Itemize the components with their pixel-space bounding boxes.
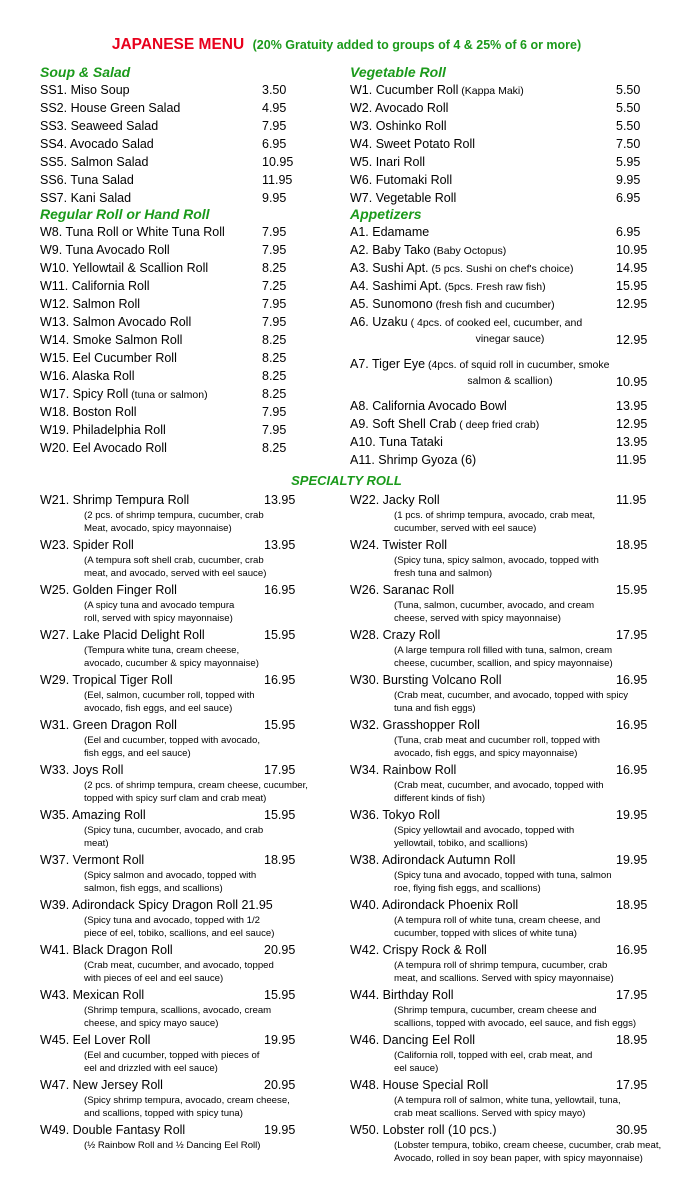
- specialty-item-desc: avocado, cucumber & spicy mayonnaise): [84, 657, 259, 669]
- specialty-item-price: 20.95: [264, 1078, 296, 1092]
- specialty-item-name: W39. Adirondack Spicy Dragon Roll 21.95: [40, 898, 273, 912]
- specialty-item-desc: (Spicy tuna and avocado, topped with 1/2: [84, 915, 261, 926]
- menu-item-desc: vinegar sauce): [475, 333, 545, 345]
- specialty-item-name: W23. Spider Roll: [40, 538, 134, 552]
- menu-item-name: W8. Tuna Roll or White Tuna Roll: [40, 225, 225, 239]
- specialty-item-line: [40, 763, 360, 780]
- specialty-item-line: [350, 898, 670, 915]
- specialty-item-desc: (Crab meat, cucumber, and avocado, topped with spicy: [394, 690, 629, 701]
- gratuity-note: (20% Gratuity added to groups of 4 & 25% of 6 or more): [252, 38, 582, 52]
- menu-item-name: A7. Tiger Eye (4pcs. of squid roll in cucumber, smoke: [350, 357, 610, 371]
- menu-item-price: 5.50: [616, 119, 641, 133]
- specialty-item-desc: (Spicy tuna, spicy salmon, avocado, topped with: [394, 555, 599, 566]
- menu-item-name: SS4. Avocado Salad: [40, 137, 154, 151]
- specialty-item-desc: yellowtail, tobiko, and scallions): [394, 837, 528, 849]
- menu-item-price: 7.95: [262, 423, 287, 437]
- specialty-item: [40, 808, 360, 853]
- menu-item-price: 7.95: [262, 119, 287, 133]
- specialty-item-price: 19.95: [616, 853, 648, 867]
- specialty-item-desc: Avocado, rolled in soy bean paper, with spicy mayonnaise): [394, 1152, 643, 1164]
- specialty-item-name: W29. Tropical Tiger Roll: [40, 673, 173, 687]
- specialty-item-desc: (Spicy shrimp tempura, avocado, cream cheese,: [84, 1095, 290, 1106]
- specialty-item-line: [350, 853, 670, 870]
- specialty-item: [350, 853, 670, 898]
- specialty-item-price: 17.95: [616, 628, 648, 642]
- specialty-item-name: W36. Tokyo Roll: [350, 808, 441, 822]
- specialty-item-desc: (Crab meat, cucumber, and avocado, topped: [84, 960, 274, 971]
- menu-item-price: 5.50: [616, 101, 641, 115]
- specialty-item-desc: (Spicy yellowtail and avocado, topped with: [394, 825, 575, 836]
- menu-item-name: A3. Sushi Apt. (5 pcs. Sushi on chef's choice): [350, 261, 574, 275]
- specialty-item-price: 16.95: [264, 673, 296, 687]
- menu-item-name: A6. Uzaku ( 4pcs. of cooked eel, cucumber, and: [350, 315, 583, 329]
- menu-item-price: 5.95: [616, 155, 641, 169]
- specialty-item-desc: (Tempura white tuna, cream cheese,: [84, 645, 240, 656]
- specialty-item-line: [40, 538, 360, 555]
- specialty-item-desc: (Eel, salmon, cucumber roll, topped with: [84, 690, 255, 701]
- menu-item-name: SS3. Seaweed Salad: [40, 119, 159, 133]
- menu-item-name: W4. Sweet Potato Roll: [350, 137, 476, 151]
- menu-item-price: 15.95: [616, 279, 648, 293]
- menu-item-note: (5pcs. Fresh raw fish): [441, 281, 546, 293]
- specialty-item-name: W34. Rainbow Roll: [350, 763, 457, 777]
- specialty-item-price: 16.95: [616, 763, 648, 777]
- menu-item-price: 8.25: [262, 369, 287, 383]
- specialty-item-desc: fresh tuna and salmon): [394, 567, 493, 579]
- specialty-item-price: 19.95: [616, 808, 648, 822]
- specialty-item-name: W37. Vermont Roll: [40, 853, 145, 867]
- menu-item-name: W12. Salmon Roll: [40, 297, 141, 311]
- specialty-item-desc: with pieces of eel and eel sauce): [84, 972, 224, 984]
- menu-item-name: W7. Vegetable Roll: [350, 191, 457, 205]
- menu-item-price: 14.95: [616, 261, 648, 275]
- menu-item-name: W6. Futomaki Roll: [350, 173, 453, 187]
- specialty-item-price: 15.95: [616, 583, 648, 597]
- menu-item-name: W15. Eel Cucumber Roll: [40, 351, 177, 365]
- specialty-item-desc: (Tuna, crab meat and cucumber roll, topped with: [394, 735, 601, 746]
- specialty-item: [350, 628, 670, 673]
- specialty-item-price: 30.95: [616, 1123, 648, 1137]
- specialty-item-desc: crab meat scallions. Served with spicy mayo): [394, 1107, 586, 1119]
- menu-item-note: (4pcs. of squid roll in cucumber, smoke: [425, 359, 610, 371]
- specialty-item-line: [40, 1033, 360, 1050]
- menu-item-name: SS1. Miso Soup: [40, 83, 130, 97]
- menu-item-note: (fresh fish and cucumber): [432, 299, 555, 311]
- specialty-item-name: W25. Golden Finger Roll: [40, 583, 177, 597]
- menu-item-name: A5. Sunomono (fresh fish and cucumber): [350, 297, 555, 311]
- specialty-item: [350, 583, 670, 628]
- specialty-item-name: W50. Lobster roll (10 pcs.): [350, 1123, 497, 1137]
- specialty-item: [40, 1033, 360, 1078]
- menu-item-name: W2. Avocado Roll: [350, 101, 449, 115]
- specialty-item-line: [350, 673, 670, 690]
- specialty-item-name: W27. Lake Placid Delight Roll: [40, 628, 205, 642]
- menu-item-name: SS6. Tuna Salad: [40, 173, 134, 187]
- specialty-item-desc: meat, and scallions. Served with spicy mayonnaise): [394, 972, 614, 984]
- specialty-item-price: 18.95: [616, 538, 648, 552]
- specialty-item-desc: (A spicy tuna and avocado tempura: [84, 600, 235, 611]
- menu-item-note: (5 pcs. Sushi on chef's choice): [428, 263, 574, 275]
- specialty-item-price: 15.95: [264, 718, 296, 732]
- specialty-item: [40, 898, 360, 943]
- menu-item-name: A9. Soft Shell Crab ( deep fried crab): [350, 417, 540, 431]
- specialty-item-line: [40, 673, 360, 690]
- specialty-item: [40, 493, 360, 538]
- menu-item-price: 7.95: [262, 243, 287, 257]
- menu-item-price: 11.95: [616, 453, 647, 467]
- specialty-item: [40, 1123, 360, 1168]
- menu-item-price: 10.95: [616, 375, 648, 389]
- specialty-item-desc: (Shrimp tempura, scallions, avocado, cream: [84, 1005, 272, 1016]
- specialty-item-line: [40, 808, 360, 825]
- specialty-item-line: [350, 1033, 670, 1050]
- specialty-item-desc: meat): [84, 837, 109, 849]
- specialty-item-line: [350, 583, 670, 600]
- specialty-item-desc: cheese, and spicy mayo sauce): [84, 1017, 219, 1029]
- specialty-item-price: 17.95: [616, 1078, 648, 1092]
- menu-item-name: W1. Cucumber Roll (Kappa Maki): [350, 83, 524, 97]
- menu-item-name: SS5. Salmon Salad: [40, 155, 149, 169]
- specialty-item-desc: (Tuna, salmon, cucumber, avocado, and cream: [394, 600, 595, 611]
- specialty-item: [350, 673, 670, 718]
- specialty-item: [350, 1078, 670, 1123]
- specialty-item-name: W31. Green Dragon Roll: [40, 718, 177, 732]
- menu-item-price: 10.95: [262, 155, 294, 169]
- menu-header: [0, 36, 693, 54]
- specialty-item-desc: cheese, served with spicy mayonnaise): [394, 612, 561, 624]
- specialty-item-desc: (A tempura roll of white tuna, cream cheese, and: [394, 915, 601, 926]
- specialty-item-price: 18.95: [616, 898, 648, 912]
- menu-item-note: ( 4pcs. of cooked eel, cucumber, and: [407, 317, 583, 329]
- menu-item-price: 12.95: [616, 333, 648, 347]
- specialty-item-price: 15.95: [264, 628, 296, 642]
- specialty-item-desc: (A large tempura roll filled with tuna, salmon, cream: [394, 645, 613, 656]
- specialty-item: [40, 763, 360, 808]
- specialty-item-desc: (A tempura roll of shrimp tempura, cucumber, crab: [394, 960, 608, 971]
- menu-item-price: 8.25: [262, 387, 287, 401]
- specialty-item-desc: (A tempura soft shell crab, cucumber, crab: [84, 555, 264, 566]
- specialty-item-price: 13.95: [264, 538, 296, 552]
- menu-item-price: 7.95: [262, 225, 287, 239]
- menu-item-name: W20. Eel Avocado Roll: [40, 441, 167, 455]
- specialty-item-desc: (2 pcs. of shrimp tempura, cream cheese, cucumber,: [84, 780, 308, 791]
- menu-item-price: 6.95: [616, 225, 641, 239]
- specialty-item-line: [350, 808, 670, 825]
- specialty-item-name: W47. New Jersey Roll: [40, 1078, 163, 1092]
- specialty-item-desc: eel and drizzled with eel sauce): [84, 1062, 218, 1074]
- menu-item-name: W16. Alaska Roll: [40, 369, 135, 383]
- specialty-item-price: 13.95: [264, 493, 296, 507]
- specialty-item-line: [350, 628, 670, 645]
- specialty-item-price: 15.95: [264, 808, 296, 822]
- specialty-item-price: 20.95: [264, 943, 296, 957]
- specialty-item-name: W46. Dancing Eel Roll: [350, 1033, 476, 1047]
- menu-item-note: (tuna or salmon): [128, 389, 208, 401]
- specialty-item-desc: scallions, topped with avocado, eel sauce, and fish eggs): [394, 1017, 637, 1029]
- specialty-item-desc: (A tempura roll of salmon, white tuna, yellowtail, tuna,: [394, 1095, 621, 1106]
- specialty-item-desc: topped with spicy surf clam and crab meat): [84, 792, 267, 804]
- specialty-item-name: W44. Birthday Roll: [350, 988, 454, 1002]
- specialty-item-line: [350, 538, 670, 555]
- menu-item-name: W13. Salmon Avocado Roll: [40, 315, 192, 329]
- section-title-regular-roll: Regular Roll or Hand Roll: [40, 206, 210, 222]
- specialty-item-price: 16.95: [616, 673, 648, 687]
- specialty-item: [40, 583, 360, 628]
- specialty-item: [40, 673, 360, 718]
- specialty-item-price: 18.95: [264, 853, 296, 867]
- menu-item-name: A2. Baby Tako (Baby Octopus): [350, 243, 507, 257]
- specialty-item-desc: (½ Rainbow Roll and ½ Dancing Eel Roll): [84, 1140, 261, 1151]
- specialty-item-desc: (Lobster tempura, tobiko, cream cheese, cucumber, crab meat,: [394, 1140, 662, 1151]
- specialty-item-desc: salmon, fish eggs, and scallions): [84, 882, 223, 894]
- specialty-item: [40, 718, 360, 763]
- specialty-item-name: W33. Joys Roll: [40, 763, 124, 777]
- specialty-item: [350, 808, 670, 853]
- menu-item-price: 12.95: [616, 297, 648, 311]
- menu-item-price: 13.95: [616, 399, 648, 413]
- menu-item-price: 8.25: [262, 261, 287, 275]
- specialty-item-price: 18.95: [616, 1033, 648, 1047]
- menu-item-price: 7.95: [262, 297, 287, 311]
- specialty-item-price: 19.95: [264, 1123, 296, 1137]
- menu-item-name: A1. Edamame: [350, 225, 430, 239]
- specialty-item: [350, 763, 670, 808]
- specialty-item-desc: different kinds of fish): [394, 792, 486, 804]
- specialty-item-desc: fish eggs, and eel sauce): [84, 747, 191, 759]
- menu-item-name: W9. Tuna Avocado Roll: [40, 243, 170, 257]
- specialty-item-line: [40, 943, 360, 960]
- menu-item-name: W10. Yellowtail & Scallion Roll: [40, 261, 209, 275]
- specialty-item-desc: (1 pcs. of shrimp tempura, avocado, crab meat,: [394, 510, 596, 521]
- menu-item-price: 8.25: [262, 351, 287, 365]
- menu-item-price: 6.95: [616, 191, 641, 205]
- menu-item-name: SS2. House Green Salad: [40, 101, 181, 115]
- specialty-item-name: W42. Crispy Rock & Roll: [350, 943, 487, 957]
- specialty-item-desc: tuna and fish eggs): [394, 702, 476, 714]
- menu-item-note: (Kappa Maki): [458, 85, 524, 97]
- menu-item-name: A8. California Avocado Bowl: [350, 399, 507, 413]
- menu-item-price: 4.95: [262, 101, 287, 115]
- specialty-item: [40, 628, 360, 673]
- menu-item-price: 7.95: [262, 405, 287, 419]
- specialty-item-desc: (California roll, topped with eel, crab meat, and: [394, 1050, 593, 1061]
- specialty-item-price: 16.95: [264, 583, 296, 597]
- menu-item-price: 11.95: [262, 173, 293, 187]
- specialty-item-price: 19.95: [264, 1033, 296, 1047]
- specialty-item-name: W45. Eel Lover Roll: [40, 1033, 151, 1047]
- specialty-item-desc: piece of eel, tobiko, scallions, and eel sauce): [84, 927, 275, 939]
- specialty-item-line: [350, 988, 670, 1005]
- specialty-item-name: W40. Adirondack Phoenix Roll: [350, 898, 519, 912]
- specialty-item-desc: (2 pcs. of shrimp tempura, cucumber, crab: [84, 510, 264, 521]
- specialty-item-name: W21. Shrimp Tempura Roll: [40, 493, 190, 507]
- menu-item-price: 9.95: [262, 191, 287, 205]
- specialty-item-name: W28. Crazy Roll: [350, 628, 441, 642]
- specialty-item-name: W41. Black Dragon Roll: [40, 943, 173, 957]
- section-title-specialty-roll: SPECIALTY ROLL: [291, 473, 402, 488]
- specialty-item-line: [40, 853, 360, 870]
- menu-item-name: A11. Shrimp Gyoza (6): [350, 453, 477, 467]
- specialty-item-line: [40, 718, 360, 735]
- specialty-item: [350, 538, 670, 583]
- specialty-item-desc: (Spicy tuna and avocado, topped with tuna, salmon: [394, 870, 612, 881]
- section-title-vegetable-roll: Vegetable Roll: [350, 64, 446, 80]
- menu-item-price: 5.50: [616, 83, 641, 97]
- menu-item-name: W14. Smoke Salmon Roll: [40, 333, 183, 347]
- specialty-item-desc: and scallions, topped with spicy tuna): [84, 1107, 243, 1119]
- specialty-item-price: 15.95: [264, 988, 296, 1002]
- specialty-item-line: [40, 583, 360, 600]
- menu-item-name: W18. Boston Roll: [40, 405, 137, 419]
- specialty-item: [40, 1078, 360, 1123]
- specialty-item-name: W48. House Special Roll: [350, 1078, 489, 1092]
- specialty-item-line: [350, 943, 670, 960]
- specialty-item-line: [350, 718, 670, 735]
- menu-item-name: A4. Sashimi Apt. (5pcs. Fresh raw fish): [350, 279, 546, 293]
- specialty-item-desc: roe, flying fish eggs, and scallions): [394, 882, 541, 894]
- specialty-item-line: [40, 1078, 360, 1095]
- menu-item-desc: salmon & scallion): [467, 375, 553, 387]
- specialty-item-name: W32. Grasshopper Roll: [350, 718, 480, 732]
- specialty-item-line: [40, 493, 360, 510]
- specialty-item-desc: (Spicy tuna, cucumber, avocado, and crab: [84, 825, 264, 836]
- specialty-item-name: W38. Adirondack Autumn Roll: [350, 853, 516, 867]
- specialty-item-line: [350, 763, 670, 780]
- menu-item-price: 6.95: [262, 137, 287, 151]
- menu-item-name: W17. Spicy Roll (tuna or salmon): [40, 387, 208, 401]
- specialty-item: [350, 1123, 670, 1168]
- menu-item-price: 9.95: [616, 173, 641, 187]
- specialty-item-desc: (Shrimp tempura, cucumber, cream cheese and: [394, 1005, 597, 1016]
- specialty-item-name: W22. Jacky Roll: [350, 493, 440, 507]
- specialty-item-desc: (Crab meat, cucumber, and avocado, topped with: [394, 780, 604, 791]
- specialty-item: [40, 943, 360, 988]
- menu-item-price: 8.25: [262, 333, 287, 347]
- specialty-item: [40, 853, 360, 898]
- specialty-item-desc: avocado, fish eggs, and eel sauce): [84, 702, 233, 714]
- specialty-item: [350, 943, 670, 988]
- menu-item-price: 13.95: [616, 435, 648, 449]
- specialty-item-price: 17.95: [264, 763, 296, 777]
- specialty-item-line: [350, 493, 670, 510]
- specialty-item-price: 11.95: [616, 493, 647, 507]
- specialty-item-name: W35. Amazing Roll: [40, 808, 146, 822]
- specialty-item-name: W43. Mexican Roll: [40, 988, 145, 1002]
- menu-item-price: 8.25: [262, 441, 287, 455]
- specialty-item-desc: cheese, cucumber, scallion, and spicy mayonnaise): [394, 657, 613, 669]
- specialty-item-desc: Meat, avocado, spicy mayonnaise): [84, 522, 232, 534]
- menu-item-name: W3. Oshinko Roll: [350, 119, 447, 133]
- section-title-appetizers: Appetizers: [350, 206, 422, 222]
- menu-item-price: 10.95: [616, 243, 648, 257]
- specialty-item: [40, 538, 360, 583]
- specialty-item-desc: meat, and avocado, served with eel sauce): [84, 567, 267, 579]
- specialty-item-price: 16.95: [616, 943, 648, 957]
- menu-item-name: SS7. Kani Salad: [40, 191, 132, 205]
- specialty-item-line: [40, 988, 360, 1005]
- specialty-item-line: [350, 1078, 670, 1095]
- menu-item-name: A10. Tuna Tataki: [350, 435, 443, 449]
- specialty-item-desc: (Spicy salmon and avocado, topped with: [84, 870, 257, 881]
- menu-item-price: 7.25: [262, 279, 287, 293]
- specialty-item-line: [350, 1123, 670, 1140]
- specialty-item-desc: eel sauce): [394, 1062, 439, 1074]
- specialty-item-desc: (Eel and cucumber, topped with avocado,: [84, 735, 260, 746]
- menu-item-price: 3.50: [262, 83, 287, 97]
- specialty-item: [350, 493, 670, 538]
- menu-item-name: W5. Inari Roll: [350, 155, 426, 169]
- specialty-item-price: 17.95: [616, 988, 648, 1002]
- specialty-item-line: [40, 1123, 360, 1140]
- specialty-item: [350, 988, 670, 1033]
- specialty-item-desc: (Eel and cucumber, topped with pieces of: [84, 1050, 260, 1061]
- specialty-item-desc: avocado, fish eggs, and spicy mayonnaise): [394, 747, 578, 759]
- menu-item-price: 12.95: [616, 417, 648, 431]
- menu-title: JAPANESE MENU: [111, 36, 245, 53]
- specialty-item-price: 16.95: [616, 718, 648, 732]
- menu-item-note: ( deep fried crab): [456, 419, 540, 431]
- specialty-item-name: W24. Twister Roll: [350, 538, 448, 552]
- menu-item-price: 7.95: [262, 315, 287, 329]
- specialty-item: [350, 718, 670, 763]
- specialty-item-desc: cucumber, topped with slices of white tuna): [394, 927, 577, 939]
- specialty-item: [40, 988, 360, 1033]
- specialty-item: [350, 1033, 670, 1078]
- menu-item-price: 7.50: [616, 137, 641, 151]
- specialty-item: [350, 898, 670, 943]
- menu-item-note: (Baby Octopus): [430, 245, 507, 257]
- specialty-item-desc: cucumber, served with eel sauce): [394, 522, 537, 534]
- specialty-item-line: [40, 628, 360, 645]
- specialty-item-desc: roll, served with spicy mayonnaise): [84, 612, 233, 624]
- menu-item-name: W11. California Roll: [40, 279, 150, 293]
- specialty-item-name: W26. Saranac Roll: [350, 583, 455, 597]
- specialty-item-name: W49. Double Fantasy Roll: [40, 1123, 186, 1137]
- specialty-item-name: W30. Bursting Volcano Roll: [350, 673, 502, 687]
- menu-item-name: W19. Philadelphia Roll: [40, 423, 166, 437]
- specialty-item-line: [40, 898, 360, 915]
- section-title-soup-salad: Soup & Salad: [40, 64, 131, 80]
